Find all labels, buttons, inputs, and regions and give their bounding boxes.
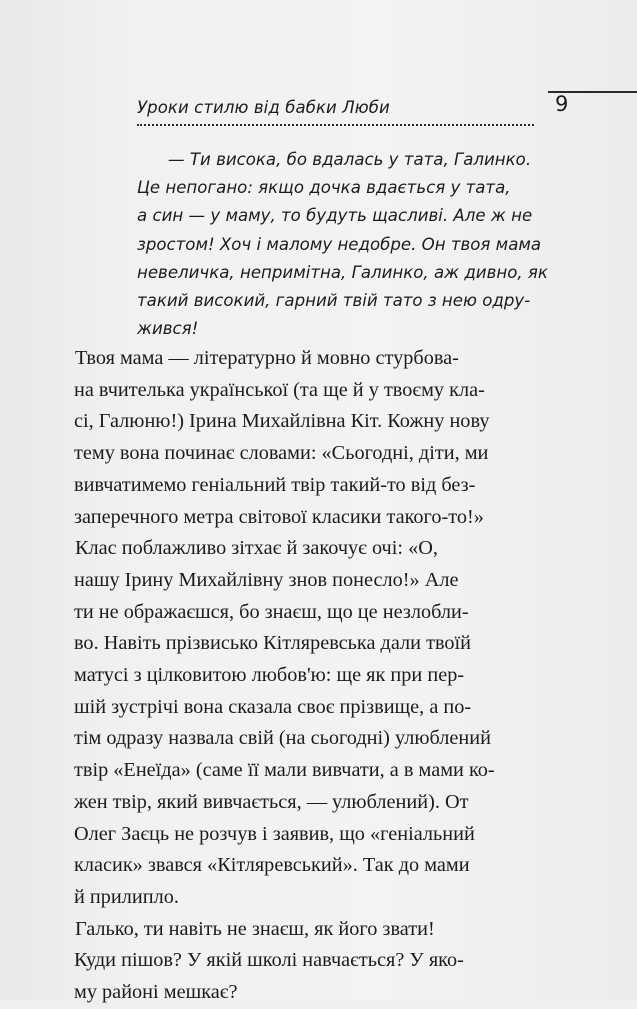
dialogue-line: а син — у маму, то будуть щасливі. Але ж не (137, 206, 533, 226)
body-line: вивчатимемо геніальний твір такий-то від без- (74, 473, 476, 496)
dialogue-line: такий високий, гарний твій тато з нею одру- (137, 291, 531, 311)
body-line: нашу Ірину Михайлівну знов понесло!» Але (74, 568, 459, 591)
body-line: твір «Енеїда» (саме її мали вивчати, а в мами ко- (74, 759, 495, 782)
body-line: тім одразу назвала свій (на сьогодні) улюблений (74, 727, 491, 750)
body-line: жен твір, який вивчається, — улюблений). От (74, 790, 469, 813)
body-text (74, 343, 542, 1009)
body-line: во. Навіть прізвисько Кітляревська дали твоїй (74, 632, 472, 655)
body-line: ти не ображаєшся, бо знаєш, що це незлобли- (74, 600, 469, 623)
body-line: тему вона починає словами: «Сьогодні, діти, ми (74, 442, 489, 465)
body-line: Галько, ти навіть не знаєш, як його звати! (75, 917, 435, 940)
body-line: заперечного метра світової класики такого-то!» (74, 505, 484, 528)
header-dotted-rule (137, 124, 534, 126)
dialogue-line: жився! (137, 319, 199, 339)
dialogue-paragraph (137, 146, 548, 343)
body-line: Олег Заєць не розчув і заявив, що «геніальний (74, 822, 475, 845)
body-line: класик» звався «Кітляревський». Так до мами (74, 854, 470, 877)
body-line: Твоя мама — літературно й мовно стурбова- (75, 347, 459, 369)
running-header: Уроки стилю від бабки Люби (137, 98, 390, 117)
dialogue-line: невеличка, непримітна, Галинко, аж дивно, як (137, 262, 548, 282)
body-line: й прилипло. (74, 885, 179, 908)
dialogue-line: — Ти висока, бо вдалась у тата, Галинко. (168, 150, 532, 169)
body-line: матусі з цілковитою любов'ю: ще як при пер- (74, 664, 465, 687)
dialogue-line: зростом! Хоч і малому недобре. Он твоя мама (137, 234, 542, 254)
body-line: сі, Галюню!) Ірина Михайлівна Кіт. Кожну нову (74, 410, 490, 433)
body-line: Куди пішов? У якій школі навчається? У яко- (74, 949, 464, 972)
body-line: му районі мешкає? (74, 981, 238, 1004)
body-line: шій зустрічі вона сказала своє прізвище, а по- (74, 695, 472, 718)
body-line: на вчителька української (та ще й у твоєму кла- (74, 378, 485, 401)
dialogue-line: Це непогано: якщо дочка вдається у тата, (137, 178, 511, 198)
page-number: 9 (555, 92, 569, 116)
body-line: Клас поблажливо зітхає й закочує очі: «О, (75, 537, 438, 560)
